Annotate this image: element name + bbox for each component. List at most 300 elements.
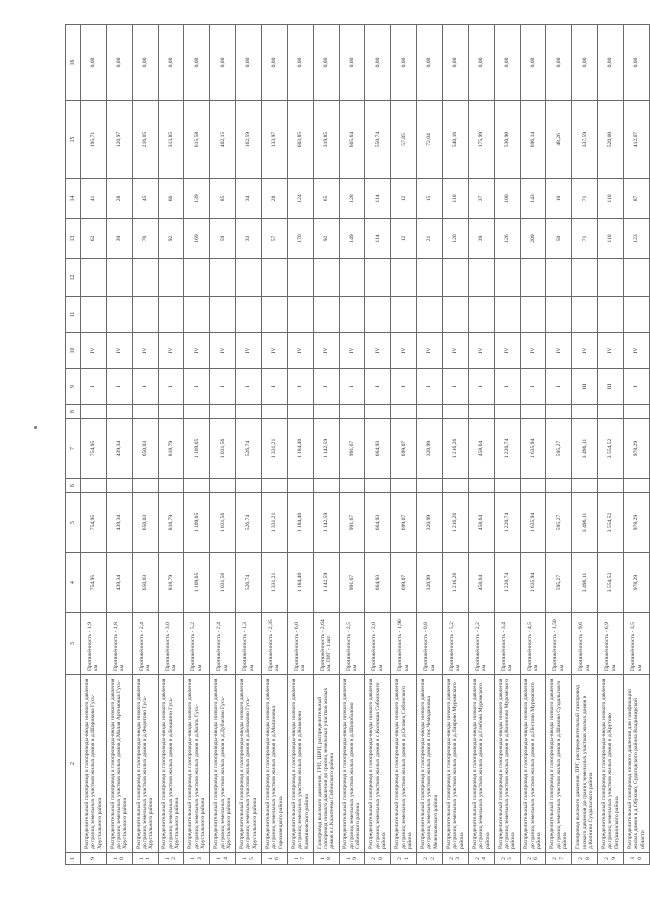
value-col-14: 87: [624, 179, 650, 219]
column-number-8: 8: [66, 405, 81, 419]
value-col-10: IV: [494, 333, 520, 369]
value-col-16: 0,00: [546, 25, 572, 101]
value-col-5: 1 216,26: [443, 493, 469, 553]
value-col-13: 110: [598, 219, 624, 259]
length-cell: Протяжённость - 3,5 км: [624, 613, 650, 675]
value-col-8: [184, 405, 210, 419]
value-col-11: [468, 297, 494, 333]
value-col-5: 1 635,94: [520, 493, 546, 553]
value-col-10: IV: [106, 333, 132, 369]
value-col-7: 3 554,52: [598, 419, 624, 479]
value-col-15: 615,58: [184, 101, 210, 179]
column-number-row: [66, 25, 81, 865]
object-name: Распределительный газопровод и газопроводы-вводы низкого давления до границ земельных участков жилых домов в д.Глебово Муромского района: [468, 675, 494, 853]
value-col-11: [443, 297, 469, 333]
value-col-16: 0,00: [287, 25, 313, 101]
value-col-10: IV: [339, 333, 365, 369]
value-col-9: I: [468, 369, 494, 405]
value-col-5: 699,07: [391, 493, 417, 553]
object-name: Распределительный газопровод низкого давления для газификации жилых домов в д.Обухово, Судогодского района Владимирской области: [624, 675, 650, 853]
value-col-15: 402,15: [210, 101, 236, 179]
value-col-5: 3 554,52: [598, 493, 624, 553]
value-col-13: 149: [339, 219, 365, 259]
value-col-14: 65: [313, 179, 339, 219]
length-cell: Протяжённость - 1,90 км: [391, 613, 417, 675]
value-col-7: 650,03: [132, 419, 158, 479]
value-col-11: [287, 297, 313, 333]
value-col-13: 39: [106, 219, 132, 259]
value-col-10: IV: [132, 333, 158, 369]
value-col-8: [598, 405, 624, 419]
object-name: Распределительный газопровод и газопроводы-вводы низкого давления до границ земельных участков жилых домов в д.Бельково Гусь-Хрустального района: [236, 675, 262, 853]
value-col-9: I: [313, 369, 339, 405]
value-col-16: 0,00: [443, 25, 469, 101]
value-col-8: [468, 405, 494, 419]
column-number-12: 12: [66, 259, 81, 297]
value-col-6: [443, 479, 469, 493]
table-row: [417, 25, 443, 865]
value-col-9: I: [287, 369, 313, 405]
value-col-5: 818,79: [158, 493, 184, 553]
length-cell: Протяжённость - 2,0 км: [365, 613, 391, 675]
value-col-6: [546, 479, 572, 493]
value-col-8: [494, 405, 520, 419]
length-cell: Протяжённость - 2,64 км, ПРГ - 1 шт.: [313, 613, 339, 675]
value-col-11: [158, 297, 184, 333]
value-col-8: [81, 405, 107, 419]
row-number: 10: [106, 853, 132, 865]
value-col-15: 412,07: [624, 101, 650, 179]
value-col-8: [236, 405, 262, 419]
value-col-9: I: [158, 369, 184, 405]
value-col-9: I: [443, 369, 469, 405]
length-cell: Протяжённость - 1,3 км: [236, 613, 262, 675]
row-number: 11: [132, 853, 158, 865]
length-cell: Протяжённость - 5,2 км: [184, 613, 210, 675]
row-number: 23: [443, 853, 469, 865]
value-col-5: 1 220,74: [494, 493, 520, 553]
value-col-10: IV: [391, 333, 417, 369]
value-col-16: 0,00: [262, 25, 288, 101]
table-row: [365, 25, 391, 865]
value-col-16: 0,00: [365, 25, 391, 101]
table-row: [339, 25, 365, 865]
column-number-2: 2: [66, 675, 81, 853]
value-col-5: 1 331,21: [262, 493, 288, 553]
value-col-13: 33: [236, 219, 262, 259]
column-number-4: 4: [66, 553, 81, 613]
value-col-9: I: [132, 369, 158, 405]
value-col-9: I: [184, 369, 210, 405]
value-col-7: 526,74: [236, 419, 262, 479]
value-col-15: 72,04: [417, 101, 443, 179]
row-number: 17: [287, 853, 313, 865]
value-col-10: IV: [287, 333, 313, 369]
value-col-14: 41: [81, 179, 107, 219]
value-col-7: 1 216,26: [443, 419, 469, 479]
row-number: 9: [81, 853, 107, 865]
value-col-10: IV: [520, 333, 546, 369]
value-col-7: 991,67: [339, 419, 365, 479]
value-col-4: 650,03: [132, 553, 158, 613]
row-number: 16: [262, 853, 288, 865]
table-row: [184, 25, 210, 865]
scan-speck: [34, 426, 37, 429]
value-col-5: 754,95: [81, 493, 107, 553]
value-col-14: 124: [287, 179, 313, 219]
value-col-14: 15: [417, 179, 443, 219]
value-col-11: [391, 297, 417, 333]
value-col-10: IV: [158, 333, 184, 369]
value-col-11: [210, 297, 236, 333]
value-col-6: [132, 479, 158, 493]
value-col-11: [417, 297, 443, 333]
value-col-4: 320,99: [417, 553, 443, 613]
value-col-11: [624, 297, 650, 333]
value-col-15: 175,99: [468, 101, 494, 179]
value-col-16: 0,00: [184, 25, 210, 101]
value-col-4: 1 184,40: [287, 553, 313, 613]
value-col-10: IV: [468, 333, 494, 369]
table-row: [287, 25, 313, 865]
value-col-15: 605,64: [339, 101, 365, 179]
object-name: Распределительный газопровод и газопроводы-вводы низкого давления до границ земельных участков жилых домов в д.Бокшино Гусь-Хрустального района: [158, 675, 184, 853]
value-col-4: 458,64: [468, 553, 494, 613]
value-col-13: 21: [417, 219, 443, 259]
value-col-6: [624, 479, 650, 493]
value-col-16: 0,00: [417, 25, 443, 101]
value-col-15: 133,97: [262, 101, 288, 179]
value-col-10: IV: [236, 333, 262, 369]
value-col-12: [132, 259, 158, 297]
column-number-6: 6: [66, 479, 81, 493]
value-col-13: 92: [313, 219, 339, 259]
table-row: [262, 25, 288, 865]
table-row: [210, 25, 236, 865]
value-col-12: [417, 259, 443, 297]
value-col-10: IV: [417, 333, 443, 369]
value-col-10: IV: [81, 333, 107, 369]
value-col-4: 595,27: [546, 553, 572, 613]
value-col-7: 1 220,74: [494, 419, 520, 479]
value-col-4: 3 496,11: [572, 553, 598, 613]
value-col-15: 520,00: [598, 101, 624, 179]
value-col-9: I: [417, 369, 443, 405]
value-col-16: 0,00: [236, 25, 262, 101]
value-col-9: I: [365, 369, 391, 405]
value-col-12: [210, 259, 236, 297]
value-col-10: IV: [546, 333, 572, 369]
value-col-5: 664,93: [365, 493, 391, 553]
value-col-16: 0,00: [158, 25, 184, 101]
row-number: 24: [468, 853, 494, 865]
value-col-6: [262, 479, 288, 493]
table-row: [106, 25, 132, 865]
object-name: Распределительный газопровод и газопроводы-вводы низкого давления до границ земельных участков жилых домов в д.Шорикова Гусь-Хрустального района: [81, 675, 107, 853]
value-col-11: [262, 297, 288, 333]
value-col-5: 1 109,05: [184, 493, 210, 553]
gasification-objects-table: [65, 24, 650, 865]
value-col-14: 12: [391, 179, 417, 219]
value-col-8: [365, 405, 391, 419]
value-col-9: I: [236, 369, 262, 405]
object-name: Распределительный газопровод и газопроводы-вводы низкого давления до границ земельных участков жилых домов в д.Пестово Муромского района: [520, 675, 546, 853]
object-name: Распределительный газопровод и газопроводы-вводы низкого давления до границ земельных участков жилых домов в д.Крутово Петушинского района: [598, 675, 624, 853]
value-col-13: 50: [546, 219, 572, 259]
value-col-13: 170: [287, 219, 313, 259]
column-number-9: 9: [66, 369, 81, 405]
value-col-4: 664,93: [365, 553, 391, 613]
object-name: Газопровод высокого давления, ГРП, ШРП, распределительный газопровод низкого давления до границ земельных участков жилых домов в с.Калитеево Собинского района: [313, 675, 339, 853]
value-col-6: [158, 479, 184, 493]
column-number-11: 11: [66, 297, 81, 333]
length-cell: Протяжённость - 2,2 км: [468, 613, 494, 675]
value-col-15: 603,85: [287, 101, 313, 179]
value-col-5: 526,74: [236, 493, 262, 553]
object-name: Распределительный газопровод и газопроводы-вводы низкого давления до границ земельных участков жилых домов в д.Шахово Суздальского района: [546, 675, 572, 853]
value-col-14: 100: [494, 179, 520, 219]
value-col-13: 71: [572, 219, 598, 259]
value-col-11: [106, 297, 132, 333]
value-col-15: 313,85: [158, 101, 184, 179]
value-col-6: [287, 479, 313, 493]
value-col-4: 1 031,56: [210, 553, 236, 613]
value-col-12: [287, 259, 313, 297]
value-col-4: 1 220,74: [494, 553, 520, 613]
value-col-12: [494, 259, 520, 297]
value-col-16: 0,00: [598, 25, 624, 101]
value-col-6: [417, 479, 443, 493]
value-col-12: [339, 259, 365, 297]
value-col-4: 991,67: [339, 553, 365, 613]
value-col-12: [365, 259, 391, 297]
length-cell: Протяжённость - 6,0 км: [287, 613, 313, 675]
value-col-7: 1 031,56: [210, 419, 236, 479]
length-cell: Протяжённость - 5,2 км: [443, 613, 469, 675]
value-col-11: [598, 297, 624, 333]
value-col-14: 110: [598, 179, 624, 219]
value-col-16: 0,00: [520, 25, 546, 101]
value-col-8: [417, 405, 443, 419]
value-col-15: 48,26: [546, 101, 572, 179]
value-col-16: 0,00: [106, 25, 132, 101]
value-col-14: 34: [236, 179, 262, 219]
value-col-11: [572, 297, 598, 333]
value-col-6: [494, 479, 520, 493]
value-col-5: 320,99: [417, 493, 443, 553]
table-row: [624, 25, 650, 865]
value-col-10: IV: [365, 333, 391, 369]
value-col-4: 1 142,59: [313, 553, 339, 613]
value-col-12: [106, 259, 132, 297]
value-col-13: 12: [391, 219, 417, 259]
object-name: Распределительный газопровод и газопроводы-вводы низкого давления до границ земельных участков жилых домов д.Малая Артемовка Гусь-Хрустального района: [106, 675, 132, 853]
table-row: [313, 25, 339, 865]
value-col-14: 110: [443, 179, 469, 219]
value-col-8: [339, 405, 365, 419]
value-col-9: III: [598, 369, 624, 405]
value-col-12: [443, 259, 469, 297]
object-name: Распределительный газопровод и газопроводы-вводы низкого давления до границ земельных участков жилых домов в д.Кононово Муромского района: [494, 675, 520, 853]
object-name: Распределительный газопровод и газопроводы-вводы низкого давления до границ земельных участков жилых домов в пос.Чемодановка Меленковского района: [417, 675, 443, 853]
length-cell: Протяжённость - 2,5 км: [339, 613, 365, 675]
value-col-8: [210, 405, 236, 419]
object-name: Распределительный газопровод и газопроводы-вводы низкого давления до границ земельных участков жилых домов в д.Ковалево Камешковского района: [287, 675, 313, 853]
value-col-8: [391, 405, 417, 419]
row-number: 25: [494, 853, 520, 865]
object-name: Распределительный газопровод и газопроводы-вводы низкого давления до границ земельных участков жилых домов в д.Лаврово Муромского района: [443, 675, 469, 853]
value-col-15: 319,85: [313, 101, 339, 179]
value-col-4: 3 554,52: [598, 553, 624, 613]
value-col-15: 530,90: [494, 101, 520, 179]
value-col-7: 664,93: [365, 419, 391, 479]
value-col-11: [365, 297, 391, 333]
value-col-12: [572, 259, 598, 297]
value-col-12: [81, 259, 107, 297]
value-col-6: [81, 479, 107, 493]
value-col-5: 595,27: [546, 493, 572, 553]
row-number: 30: [624, 853, 650, 865]
table-row: [572, 25, 598, 865]
value-col-15: 696,14: [520, 101, 546, 179]
value-col-12: [236, 259, 262, 297]
value-col-16: 0,00: [494, 25, 520, 101]
value-col-5: 458,64: [468, 493, 494, 553]
value-col-14: 71: [572, 179, 598, 219]
value-col-6: [210, 479, 236, 493]
value-col-12: [624, 259, 650, 297]
value-col-16: 0,00: [210, 25, 236, 101]
value-col-8: [572, 405, 598, 419]
value-col-6: [572, 479, 598, 493]
value-col-14: 85: [210, 179, 236, 219]
value-col-7: 699,07: [391, 419, 417, 479]
value-col-4: 754,95: [81, 553, 107, 613]
value-col-5: 3 496,11: [572, 493, 598, 553]
row-number: 22: [417, 853, 443, 865]
value-col-12: [546, 259, 572, 297]
value-col-4: 1 635,94: [520, 553, 546, 613]
object-name: Распределительный газопровод и газопроводы-вводы низкого давления до границ земельных участков жилых домов в д.Малиновка Гороховецкого района: [262, 675, 288, 853]
value-col-4: 1 109,05: [184, 553, 210, 613]
value-col-4: 439,34: [106, 553, 132, 613]
value-col-7: 1 331,21: [262, 419, 288, 479]
value-col-16: 0,00: [391, 25, 417, 101]
value-col-15: 195,71: [81, 101, 107, 179]
row-number: 20: [365, 853, 391, 865]
row-number: 14: [210, 853, 236, 865]
row-number: 18: [313, 853, 339, 865]
row-number: 15: [236, 853, 262, 865]
value-col-13: 92: [158, 219, 184, 259]
value-col-13: 209: [520, 219, 546, 259]
value-col-15: 162,59: [236, 101, 262, 179]
value-col-13: 76: [132, 219, 158, 259]
length-cell: Протяжённость - 2,4 км: [132, 613, 158, 675]
object-name: Распределительный газопровод и газопроводы-вводы низкого давления до границ земельных участков жилых домов в д.Дубасово Гусь-Хрустального района: [210, 675, 236, 853]
value-col-15: 540,16: [443, 101, 469, 179]
value-col-13: 39: [468, 219, 494, 259]
row-number: 13: [184, 853, 210, 865]
value-col-13: 120: [443, 219, 469, 259]
value-col-5: 978,29: [624, 493, 650, 553]
value-col-14: 66: [158, 179, 184, 219]
column-number-10: 10: [66, 333, 81, 369]
table-row: [132, 25, 158, 865]
length-cell: Протяжённость - 4,5 км: [520, 613, 546, 675]
row-number: 12: [158, 853, 184, 865]
value-col-12: [158, 259, 184, 297]
row-number: 28: [572, 853, 598, 865]
value-col-14: 45: [132, 179, 158, 219]
value-col-9: I: [494, 369, 520, 405]
table-row: [520, 25, 546, 865]
value-col-16: 0,00: [339, 25, 365, 101]
value-col-15: 120,97: [106, 101, 132, 179]
table-row: [158, 25, 184, 865]
value-col-14: 10: [546, 179, 572, 219]
rotated-table-wrapper: [65, 25, 650, 865]
object-name: Распределительный газопровод и газопроводы-вводы низкого давления до границ земельных участков жилых домов в д.Колпь Гусь-Хрустального района: [184, 675, 210, 853]
value-col-14: 143: [520, 179, 546, 219]
column-number-3: 3: [66, 613, 81, 675]
value-col-5: 650,03: [132, 493, 158, 553]
value-col-11: [81, 297, 107, 333]
value-col-10: IV: [624, 333, 650, 369]
value-col-10: IV: [572, 333, 598, 369]
value-col-7: 595,27: [546, 419, 572, 479]
value-col-6: [339, 479, 365, 493]
value-col-10: IV: [184, 333, 210, 369]
value-col-7: 320,99: [417, 419, 443, 479]
table-row: [546, 25, 572, 865]
value-col-6: [598, 479, 624, 493]
value-col-9: I: [520, 369, 546, 405]
value-col-16: 0,00: [468, 25, 494, 101]
value-col-7: 1 109,05: [184, 419, 210, 479]
value-col-6: [184, 479, 210, 493]
length-cell: Протяжённость - 3,0 км: [158, 613, 184, 675]
value-col-8: [443, 405, 469, 419]
value-col-7: 3 496,11: [572, 419, 598, 479]
row-number: 27: [546, 853, 572, 865]
column-number-5: 5: [66, 493, 81, 553]
value-col-13: 169: [184, 219, 210, 259]
value-col-11: [313, 297, 339, 333]
value-col-8: [624, 405, 650, 419]
length-cell: Протяжённость - 6,9 км: [598, 613, 624, 675]
value-col-10: IV: [313, 333, 339, 369]
value-col-15: 337,59: [572, 101, 598, 179]
value-col-5: 439,34: [106, 493, 132, 553]
value-col-11: [546, 297, 572, 333]
length-cell: Протяжённость - 1,9 км: [81, 613, 107, 675]
value-col-16: 0,00: [624, 25, 650, 101]
value-col-6: [468, 479, 494, 493]
value-col-10: IV: [262, 333, 288, 369]
column-number-16: 16: [66, 25, 81, 101]
table-row: [236, 25, 262, 865]
value-col-8: [262, 405, 288, 419]
value-col-12: [391, 259, 417, 297]
value-col-11: [132, 297, 158, 333]
value-col-9: I: [391, 369, 417, 405]
value-col-11: [236, 297, 262, 333]
value-col-4: 818,79: [158, 553, 184, 613]
value-col-10: IV: [443, 333, 469, 369]
value-col-16: 0,00: [313, 25, 339, 101]
value-col-12: [184, 259, 210, 297]
